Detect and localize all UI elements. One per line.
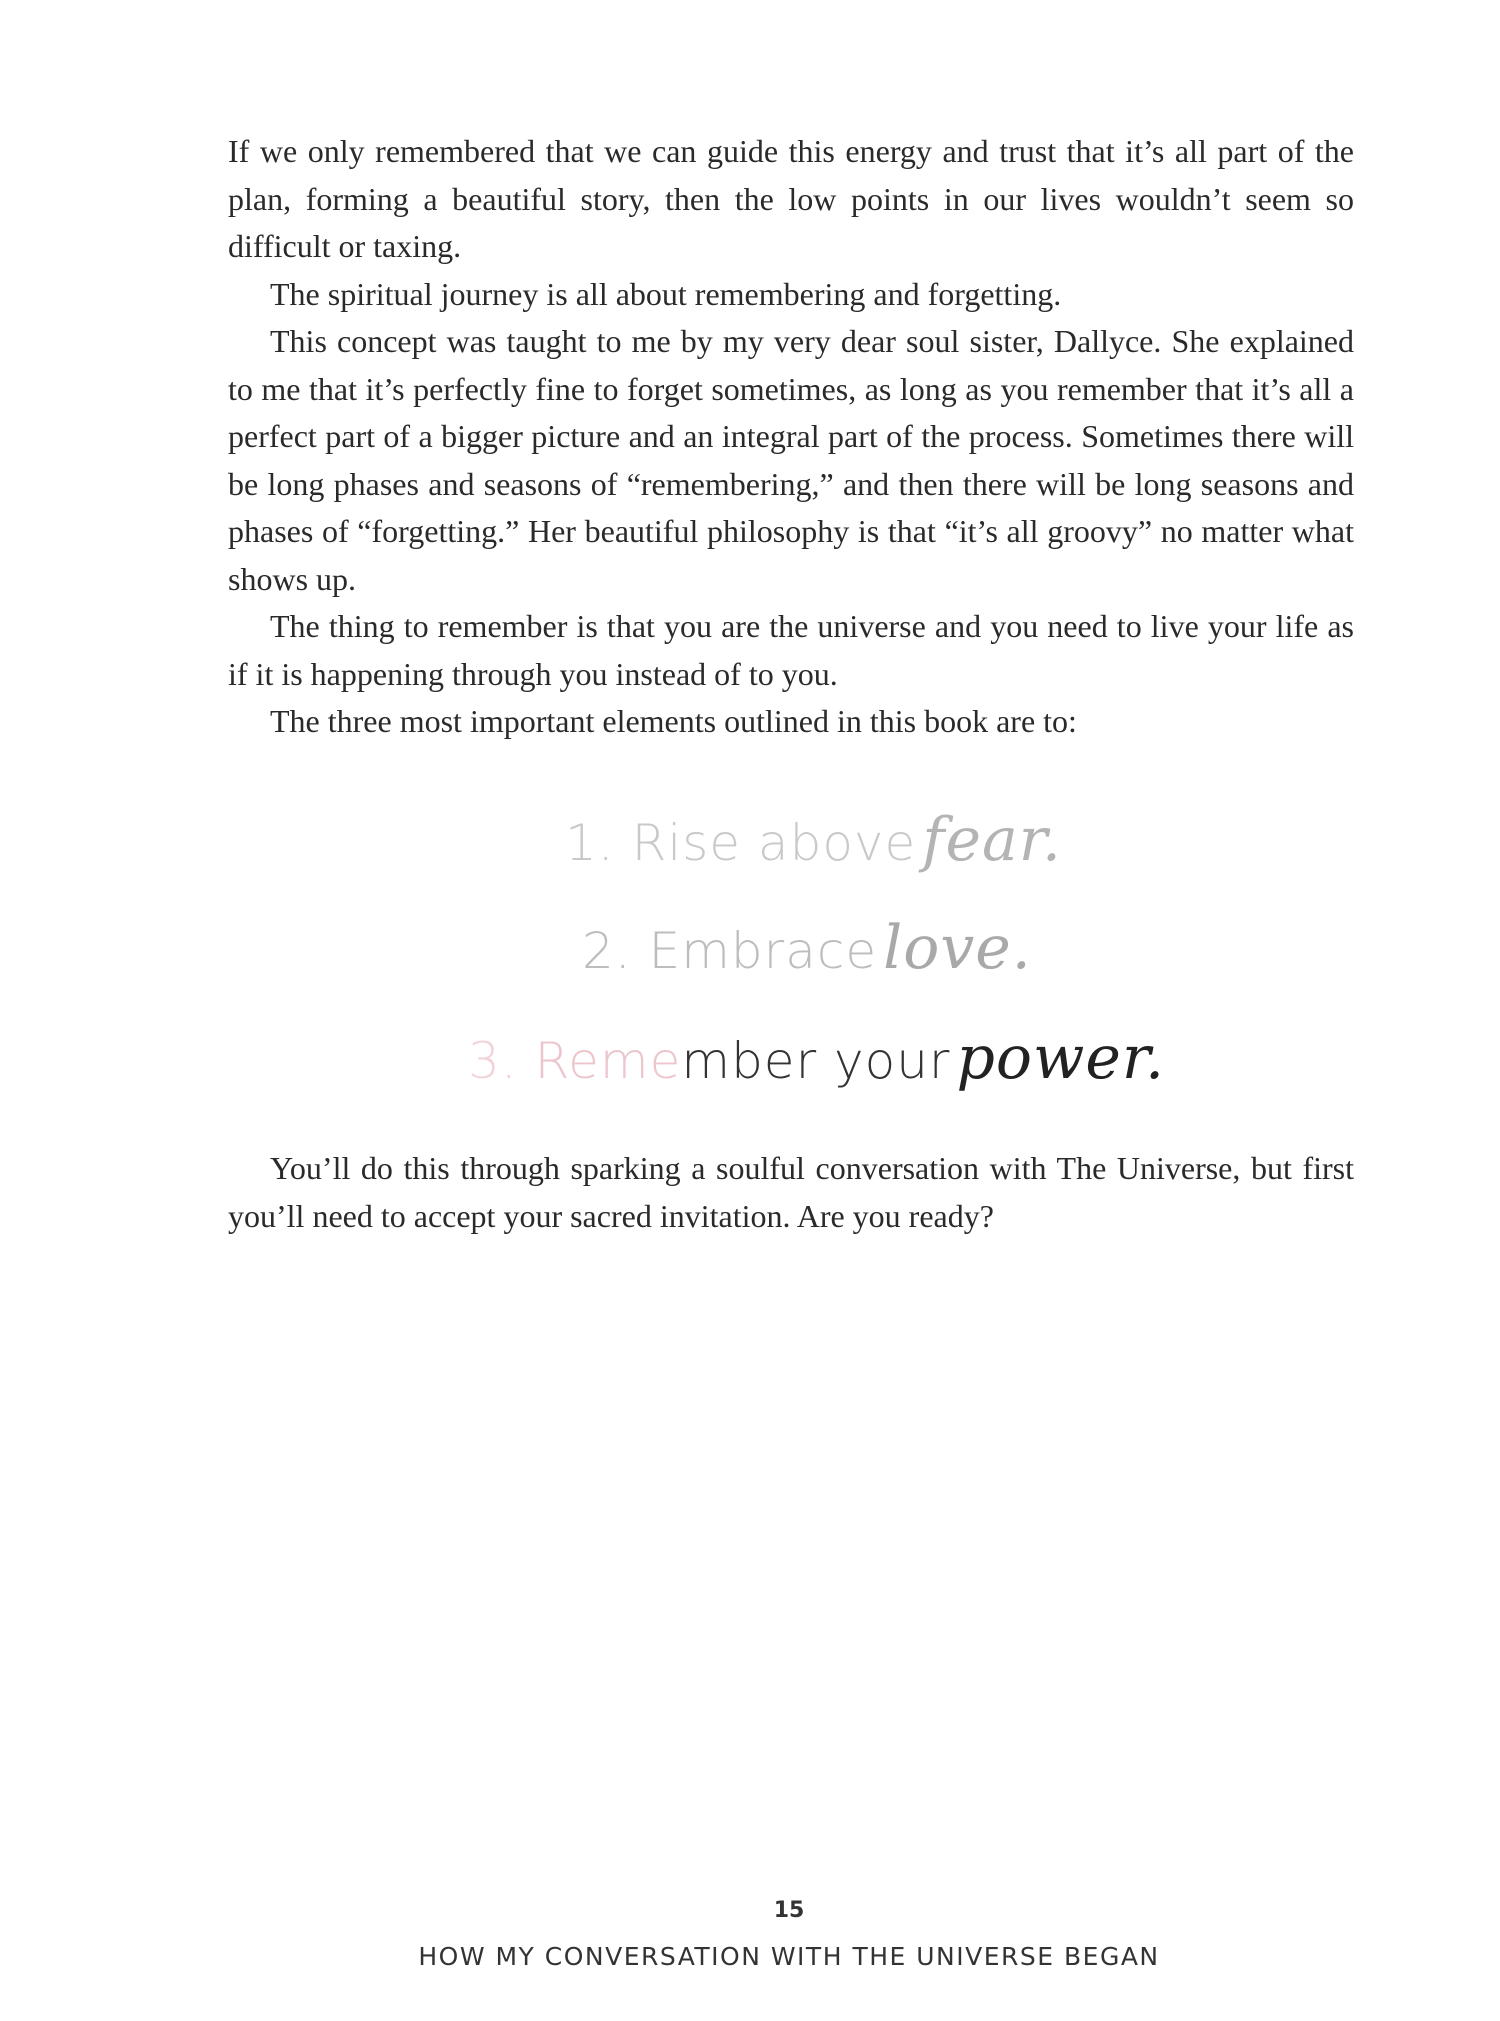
paragraph-1: If we only remembered that we can guide this energy and trust that it’s all part of the plan, forming a beautiful story, then the low points in our lives wouldn’t seem so difficult or taxing.	[228, 133, 1354, 264]
list-item-remember-your-power	[468, 1023, 1165, 1093]
paragraph-4: The thing to remember is that you are the universe and you need to live your life as if it is happening through you instead of to you.	[228, 608, 1354, 692]
closing-text	[228, 1145, 1354, 1240]
list-item-3-script-word: power.	[956, 1023, 1166, 1093]
list-item-2-script-word: love.	[883, 913, 1032, 983]
list-item-2-text: 2. Embrace	[582, 922, 878, 980]
list-item-embrace-love	[582, 913, 1032, 983]
body-text	[228, 128, 1354, 746]
page-number: 15	[773, 1898, 805, 1923]
list-item-1-text: 1. Rise above	[565, 814, 917, 872]
paragraph-2: The spiritual journey is all about remembering and forgetting.	[270, 275, 1062, 312]
running-footer-title: HOW MY CONVERSATION WITH THE UNIVERSE BEGAN	[418, 1942, 1160, 1971]
closing-paragraph: You’ll do this through sparking a soulful conversation with The Universe, but first you’ll need to accept your sacred invitation. Are you ready?	[228, 1150, 1354, 1234]
paragraph-3: This concept was taught to me by my very dear soul sister, Dallyce. She explained to me that it’s perfectly fine to forget sometimes, as long as you remember that it’s all a perfect part of a bigger picture and an integral part of the process. Sometimes there will be long phases and seasons of “remembering,” and then there will be long seasons and phases of “forgetting.” Her beautiful philosophy is that “it’s all groovy” no matter what shows up.	[228, 323, 1354, 597]
list-item-3-faded-part: Reme	[534, 1032, 682, 1090]
paragraph-5: The three most important elements outlined in this book are to:	[270, 703, 1077, 739]
list-item-rise-above-fear	[565, 805, 1062, 875]
list-item-3-text: mber your	[681, 1032, 951, 1090]
list-item-1-script-word: fear.	[922, 805, 1062, 875]
list-item-3-number: 3.	[468, 1032, 518, 1090]
